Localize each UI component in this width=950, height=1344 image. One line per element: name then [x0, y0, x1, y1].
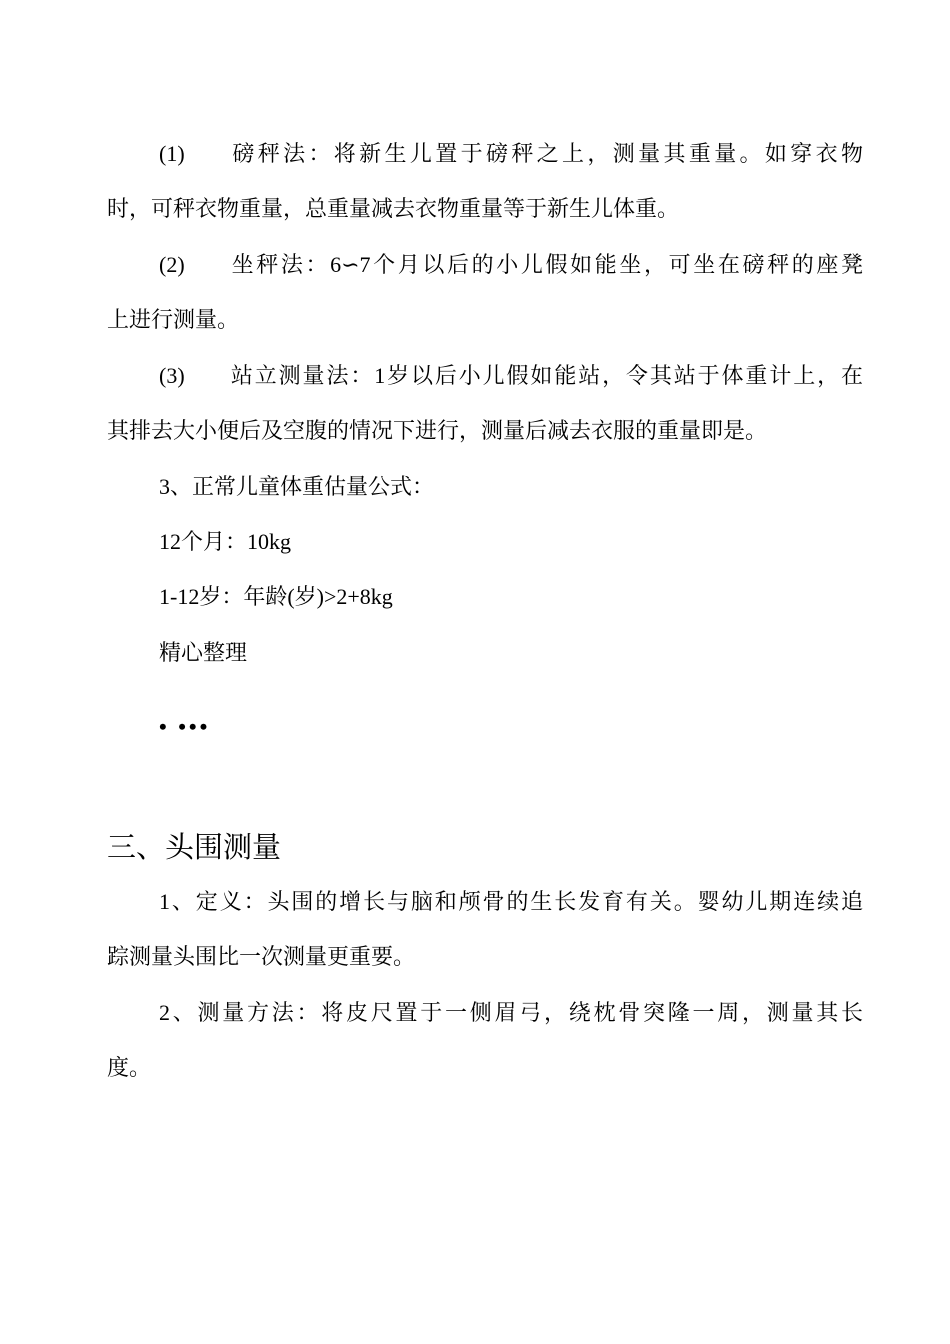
item-3-text: 站立测量法：1岁以后小儿假如能站，令其站于体重计上，在 — [229, 363, 863, 388]
definition-line-2: 踪测量头围比一次测量更重要。 — [107, 944, 416, 969]
item-3-line-1 — [159, 360, 863, 392]
formula-1-12-years: 1-12岁：年龄(岁)>2+8kg — [159, 584, 393, 609]
bullet-dots: • ••• — [159, 714, 211, 739]
formula-12-months: 12个月：10kg — [159, 529, 292, 554]
note-text: 精心整理 — [159, 640, 248, 665]
item-1-line-1 — [159, 138, 863, 170]
item-2-line-2: 上进行测量。 — [107, 307, 240, 332]
item-2-number: (2) — [159, 252, 185, 277]
definition-line-1: 1、定义：头围的增长与脑和颅骨的生长发育有关。婴幼儿期连续追 — [159, 889, 863, 914]
item-2-text: 坐秤法：6∽7个月以后的小儿假如能坐，可坐在磅秤的座凳 — [229, 252, 863, 277]
item-1-line-2: 时，可秤衣物重量，总重量减去衣物重量等于新生儿体重。 — [107, 196, 680, 221]
item-3-number: (3) — [159, 363, 185, 388]
item-2-line-1 — [159, 249, 863, 281]
method-line-2: 度。 — [107, 1055, 152, 1080]
item-1-text: 磅秤法：将新生儿置于磅秤之上，测量其重量。如穿衣物 — [229, 141, 863, 166]
item-3-line-2: 其排去大小便后及空腹的情况下进行，测量后减去衣服的重量即是。 — [107, 418, 768, 443]
item-1-number: (1) — [159, 141, 185, 166]
method-line-1: 2、测量方法：将皮尺置于一侧眉弓，绕枕骨突隆一周，测量其长 — [159, 1000, 863, 1025]
section-heading: 三、头围测量 — [107, 830, 282, 864]
formula-title: 3、正常儿童体重估量公式： — [159, 474, 435, 499]
